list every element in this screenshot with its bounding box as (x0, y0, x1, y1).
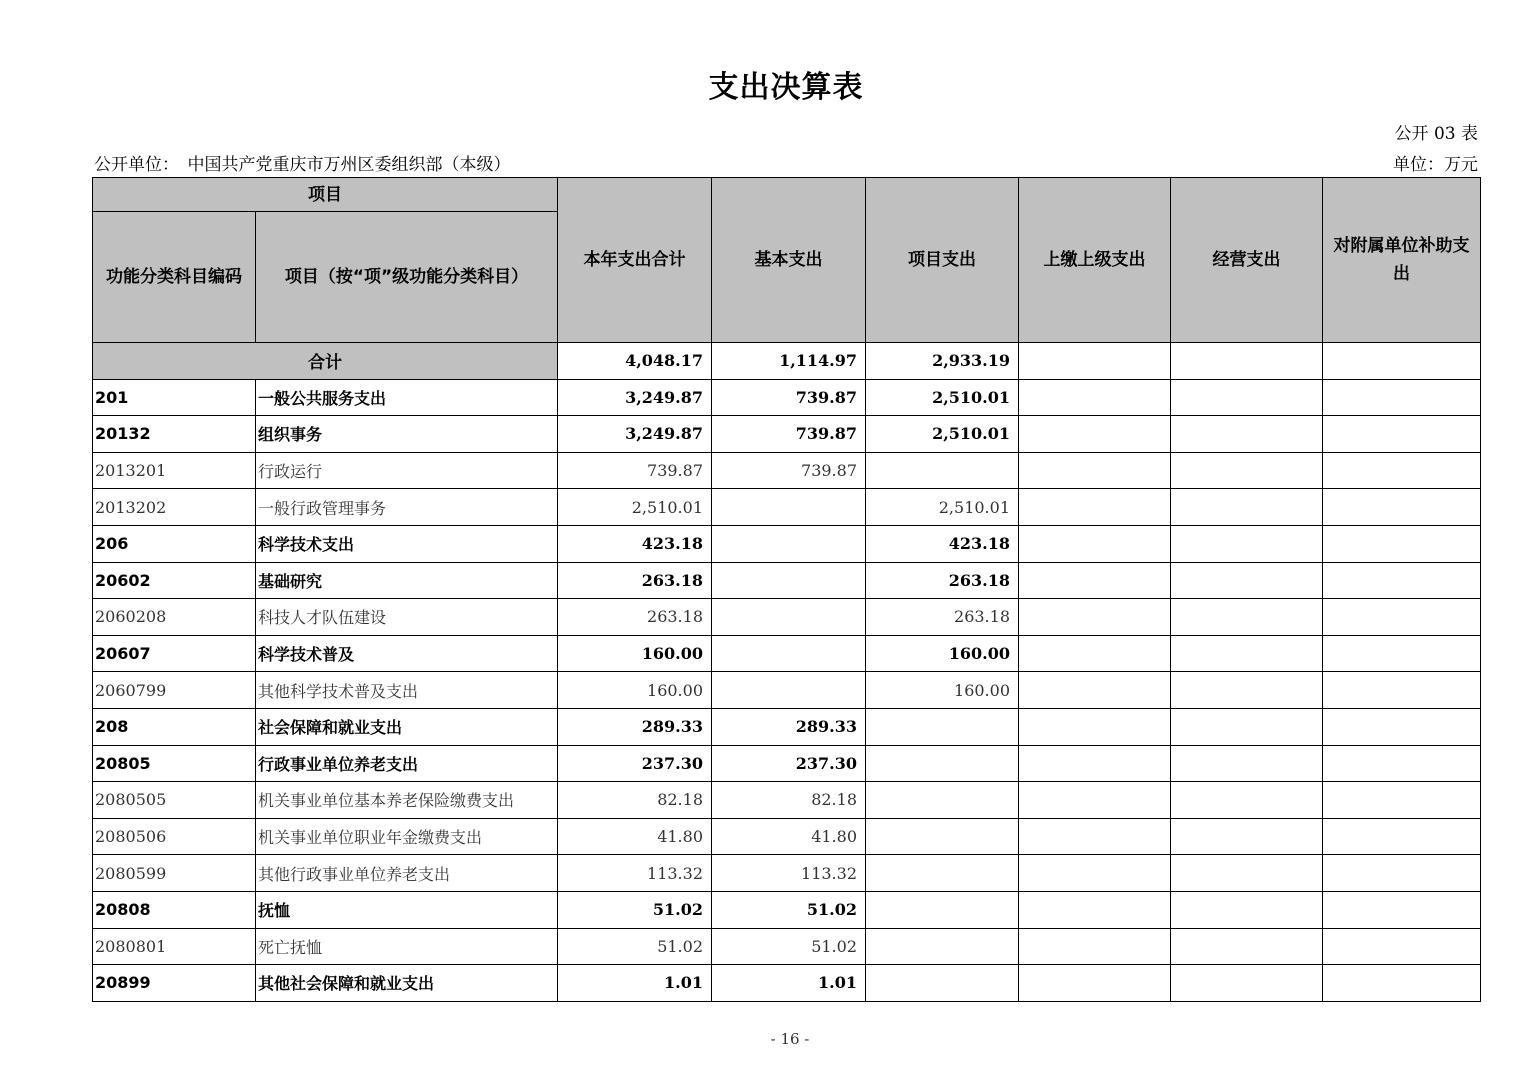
row-upper (1019, 379, 1171, 416)
row-name: 组织事务 (256, 416, 558, 453)
row-subsidy (1323, 562, 1481, 599)
row-name: 一般公共服务支出 (256, 379, 558, 416)
total-business (1171, 343, 1323, 380)
row-project: 2,510.01 (866, 379, 1019, 416)
row-project (866, 782, 1019, 819)
row-business (1171, 818, 1323, 855)
row-total: 82.18 (558, 782, 712, 819)
row-total: 2,510.01 (558, 489, 712, 526)
row-name: 其他社会保障和就业支出 (256, 965, 558, 1002)
row-project: 2,510.01 (866, 416, 1019, 453)
header-upper: 上缴上级支出 (1019, 178, 1171, 343)
table-row (93, 416, 1481, 453)
row-code: 20602 (93, 562, 256, 599)
expenditure-table (92, 177, 1481, 1002)
row-project: 263.18 (866, 599, 1019, 636)
table-row (93, 965, 1481, 1002)
row-subsidy (1323, 745, 1481, 782)
row-basic: 1.01 (712, 965, 866, 1002)
row-project (866, 745, 1019, 782)
row-project: 160.00 (866, 635, 1019, 672)
row-name: 机关事业单位基本养老保险缴费支出 (256, 782, 558, 819)
table-row (93, 525, 1481, 562)
row-business (1171, 708, 1323, 745)
row-business (1171, 489, 1323, 526)
row-upper (1019, 818, 1171, 855)
header-subsidy: 对附属单位补助支出 (1323, 178, 1481, 343)
row-name: 其他科学技术普及支出 (256, 672, 558, 709)
table-row (93, 489, 1481, 526)
row-subsidy (1323, 891, 1481, 928)
row-name: 死亡抚恤 (256, 928, 558, 965)
row-total: 263.18 (558, 599, 712, 636)
row-subsidy (1323, 965, 1481, 1002)
row-code: 2060208 (93, 599, 256, 636)
row-upper (1019, 672, 1171, 709)
row-code: 206 (93, 525, 256, 562)
row-total: 263.18 (558, 562, 712, 599)
table-number: 公开 03 表 (1394, 124, 1478, 144)
row-basic: 739.87 (712, 452, 866, 489)
row-basic: 113.32 (712, 855, 866, 892)
row-business (1171, 782, 1323, 819)
row-code: 20808 (93, 891, 256, 928)
row-upper (1019, 855, 1171, 892)
row-project (866, 452, 1019, 489)
row-business (1171, 452, 1323, 489)
row-project (866, 928, 1019, 965)
row-business (1171, 928, 1323, 965)
row-basic: 51.02 (712, 928, 866, 965)
header-code: 功能分类科目编码 (93, 212, 256, 343)
table-row (93, 891, 1481, 928)
total-basic: 1,114.97 (712, 343, 866, 380)
row-code: 2080505 (93, 782, 256, 819)
row-project (866, 965, 1019, 1002)
table-row (93, 379, 1481, 416)
row-business (1171, 599, 1323, 636)
row-subsidy (1323, 708, 1481, 745)
row-total: 51.02 (558, 928, 712, 965)
row-name: 科技人才队伍建设 (256, 599, 558, 636)
row-name: 其他行政事业单位养老支出 (256, 855, 558, 892)
row-subsidy (1323, 782, 1481, 819)
row-name: 科学技术普及 (256, 635, 558, 672)
row-upper (1019, 599, 1171, 636)
header-project: 项目 (93, 178, 558, 212)
row-business (1171, 379, 1323, 416)
page-title: 支出决算表 (708, 70, 864, 105)
row-upper (1019, 745, 1171, 782)
row-subsidy (1323, 379, 1481, 416)
row-business (1171, 635, 1323, 672)
header-total: 本年支出合计 (558, 178, 712, 343)
row-basic (712, 599, 866, 636)
row-subsidy (1323, 855, 1481, 892)
row-basic: 41.80 (712, 818, 866, 855)
row-basic: 237.30 (712, 745, 866, 782)
row-basic (712, 562, 866, 599)
row-subsidy (1323, 525, 1481, 562)
header-project-expense: 项目支出 (866, 178, 1019, 343)
total-row (93, 343, 1481, 380)
currency-unit: 单位：万元 (1393, 155, 1478, 175)
row-name: 社会保障和就业支出 (256, 708, 558, 745)
row-project (866, 891, 1019, 928)
total-upper (1019, 343, 1171, 380)
row-business (1171, 855, 1323, 892)
row-code: 2013201 (93, 452, 256, 489)
row-code: 20805 (93, 745, 256, 782)
row-total: 237.30 (558, 745, 712, 782)
row-basic: 51.02 (712, 891, 866, 928)
row-project (866, 855, 1019, 892)
table-row (93, 452, 1481, 489)
row-name: 基础研究 (256, 562, 558, 599)
row-code: 2060799 (93, 672, 256, 709)
row-total: 160.00 (558, 672, 712, 709)
table-row (93, 855, 1481, 892)
row-total: 289.33 (558, 708, 712, 745)
total-amount: 4,048.17 (558, 343, 712, 380)
row-business (1171, 416, 1323, 453)
row-business (1171, 562, 1323, 599)
row-basic: 82.18 (712, 782, 866, 819)
row-project: 2,510.01 (866, 489, 1019, 526)
row-total: 51.02 (558, 891, 712, 928)
total-subsidy (1323, 343, 1481, 380)
row-code: 20132 (93, 416, 256, 453)
table-row (93, 562, 1481, 599)
row-total: 1.01 (558, 965, 712, 1002)
table-row (93, 708, 1481, 745)
row-basic: 739.87 (712, 416, 866, 453)
row-code: 2080801 (93, 928, 256, 965)
row-subsidy (1323, 672, 1481, 709)
row-upper (1019, 489, 1171, 526)
row-project: 263.18 (866, 562, 1019, 599)
row-basic: 289.33 (712, 708, 866, 745)
row-business (1171, 525, 1323, 562)
row-name: 抚恤 (256, 891, 558, 928)
row-name: 科学技术支出 (256, 525, 558, 562)
row-total: 423.18 (558, 525, 712, 562)
row-upper (1019, 452, 1171, 489)
row-project: 160.00 (866, 672, 1019, 709)
row-subsidy (1323, 489, 1481, 526)
table-row (93, 928, 1481, 965)
row-name: 机关事业单位职业年金缴费支出 (256, 818, 558, 855)
table-row (93, 672, 1481, 709)
row-name: 行政事业单位养老支出 (256, 745, 558, 782)
row-total: 739.87 (558, 452, 712, 489)
row-upper (1019, 782, 1171, 819)
row-total: 113.32 (558, 855, 712, 892)
row-basic (712, 672, 866, 709)
total-project: 2,933.19 (866, 343, 1019, 380)
row-upper (1019, 562, 1171, 599)
row-subsidy (1323, 928, 1481, 965)
row-total: 160.00 (558, 635, 712, 672)
row-name: 一般行政管理事务 (256, 489, 558, 526)
row-code: 2080506 (93, 818, 256, 855)
row-code: 2013202 (93, 489, 256, 526)
row-business (1171, 891, 1323, 928)
row-upper (1019, 635, 1171, 672)
row-basic (712, 525, 866, 562)
row-business (1171, 672, 1323, 709)
row-total: 3,249.87 (558, 379, 712, 416)
row-business (1171, 745, 1323, 782)
table-row (93, 635, 1481, 672)
row-basic: 739.87 (712, 379, 866, 416)
row-name: 行政运行 (256, 452, 558, 489)
header-business: 经营支出 (1171, 178, 1323, 343)
header-name: 项目（按“项”级功能分类科目） (256, 212, 558, 343)
row-basic (712, 489, 866, 526)
row-subsidy (1323, 452, 1481, 489)
row-code: 201 (93, 379, 256, 416)
table-row (93, 599, 1481, 636)
row-project (866, 708, 1019, 745)
table-row (93, 745, 1481, 782)
reporting-unit: 公开单位： 中国共产党重庆市万州区委组织部（本级） (94, 155, 511, 175)
row-total: 3,249.87 (558, 416, 712, 453)
row-upper (1019, 708, 1171, 745)
row-subsidy (1323, 599, 1481, 636)
row-code: 20607 (93, 635, 256, 672)
total-label: 合计 (93, 343, 558, 380)
row-project: 423.18 (866, 525, 1019, 562)
table-row (93, 782, 1481, 819)
row-business (1171, 965, 1323, 1002)
row-upper (1019, 928, 1171, 965)
table-row (93, 818, 1481, 855)
row-upper (1019, 416, 1171, 453)
row-subsidy (1323, 416, 1481, 453)
row-subsidy (1323, 818, 1481, 855)
header-basic: 基本支出 (712, 178, 866, 343)
row-basic (712, 635, 866, 672)
row-total: 41.80 (558, 818, 712, 855)
row-code: 208 (93, 708, 256, 745)
row-code: 20899 (93, 965, 256, 1002)
row-upper (1019, 891, 1171, 928)
page-number: - 16 - (770, 1030, 810, 1048)
row-upper (1019, 525, 1171, 562)
row-project (866, 818, 1019, 855)
row-subsidy (1323, 635, 1481, 672)
row-upper (1019, 965, 1171, 1002)
row-code: 2080599 (93, 855, 256, 892)
